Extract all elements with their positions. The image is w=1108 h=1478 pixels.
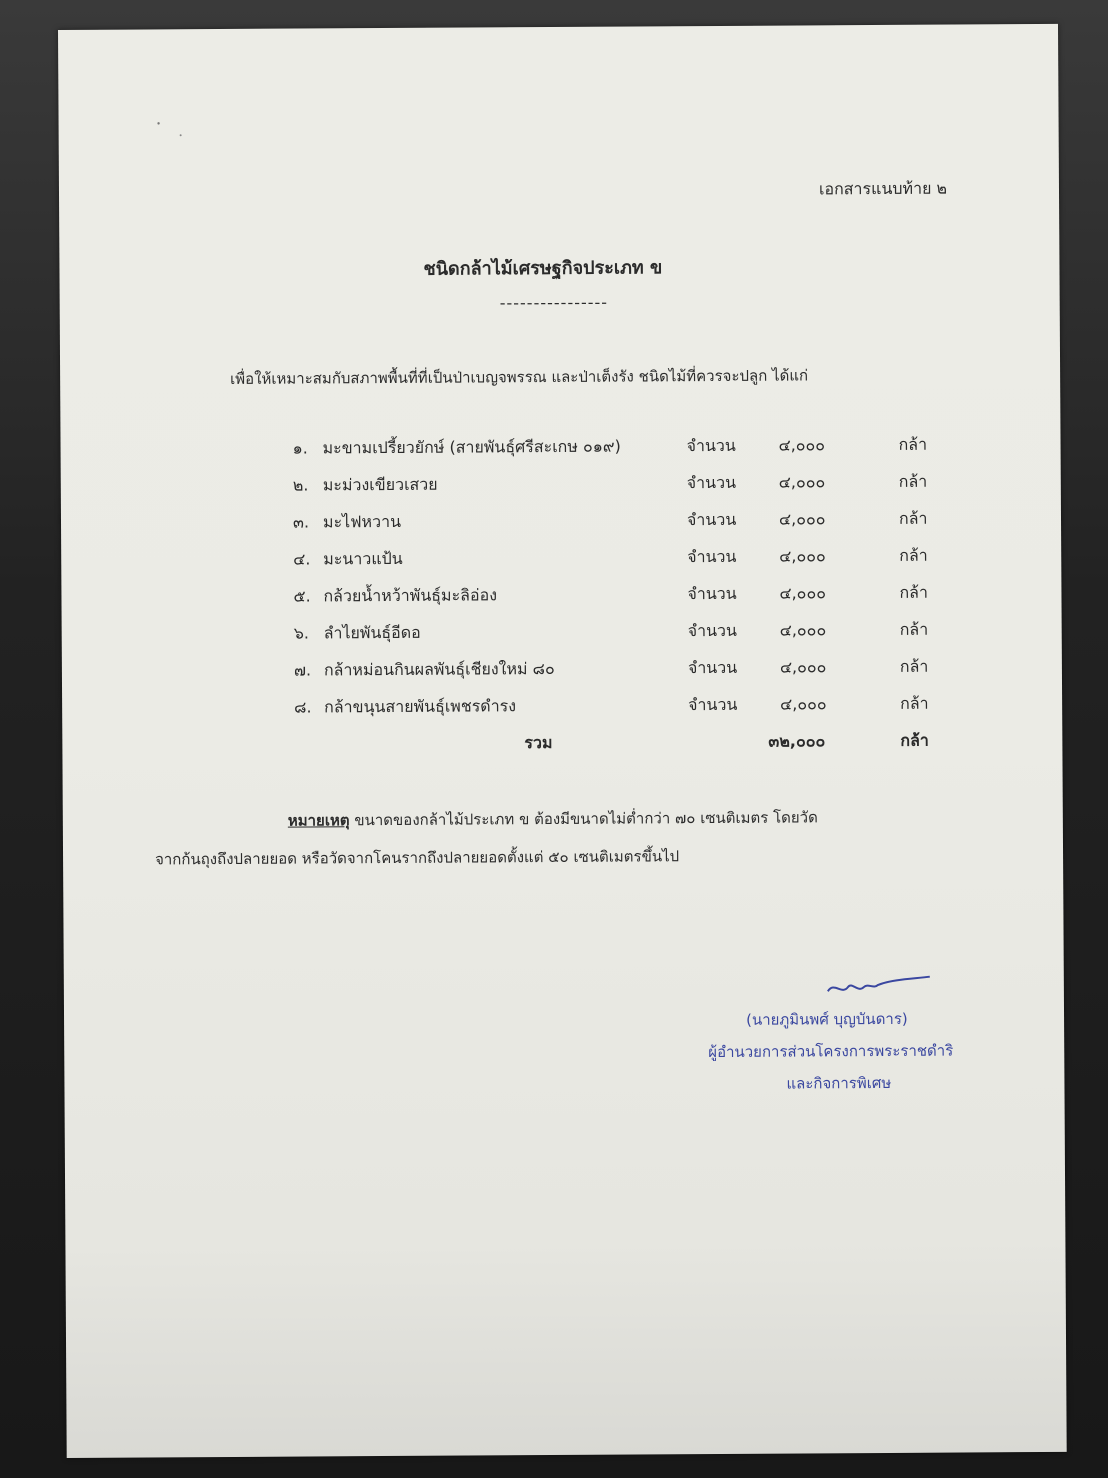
total-unit: กล้า bbox=[900, 730, 929, 750]
signature-scribble bbox=[824, 973, 934, 1004]
item-qty-label: จำนวน bbox=[687, 546, 737, 567]
item-name: กล้าขนุนสายพันธุ์เพชรดำรง bbox=[324, 696, 517, 717]
item-unit: กล้า bbox=[898, 508, 928, 528]
item-qty: ๔,๐๐๐ bbox=[778, 472, 826, 492]
item-unit: กล้า bbox=[898, 471, 928, 491]
item-name: ลำไยพันธุ์อีดอ bbox=[323, 622, 421, 643]
item-qty-label: จำนวน bbox=[686, 509, 737, 530]
note-line-2: จากก้นถุงถึงปลายยอด หรือวัดจากโคนรากถึงปลายยอดตั้งแต่ ๕๐ เซนติเมตรขึ้นไป bbox=[155, 847, 680, 869]
document-page bbox=[58, 24, 1067, 1458]
list-item bbox=[62, 691, 1062, 727]
document-title: ชนิดกล้าไม้เศรษฐกิจประเภท ข bbox=[423, 257, 663, 280]
list-item bbox=[61, 580, 1061, 616]
item-qty: ๔,๐๐๐ bbox=[779, 657, 827, 677]
item-name: กล้าหม่อนกินผลพันธุ์เชียงใหม่ ๘๐ bbox=[323, 658, 555, 680]
item-number: ๘. bbox=[294, 697, 312, 717]
list-item bbox=[60, 432, 1060, 468]
item-qty: ๔,๐๐๐ bbox=[779, 620, 827, 640]
total-row bbox=[62, 728, 1062, 764]
list-item bbox=[61, 469, 1061, 505]
item-number: ๔. bbox=[293, 549, 311, 569]
item-number: ๕. bbox=[293, 586, 311, 606]
list-item bbox=[62, 654, 1062, 690]
note-line-1 bbox=[288, 805, 818, 832]
item-unit: กล้า bbox=[900, 693, 929, 713]
item-qty: ๔,๐๐๐ bbox=[778, 509, 826, 529]
item-name: มะนาวแป้น bbox=[323, 548, 403, 569]
item-unit: กล้า bbox=[898, 434, 928, 454]
signer-position-1: ผู้อำนวยการส่วนโครงการพระราชดำริ bbox=[708, 1041, 954, 1062]
item-qty: ๔,๐๐๐ bbox=[780, 694, 827, 714]
list-item bbox=[61, 506, 1061, 542]
item-name: มะไฟหวาน bbox=[322, 511, 402, 532]
item-number: ๒. bbox=[292, 475, 309, 495]
note-text-1: ขนาดของกล้าไม้ประเภท ข ต้องมีขนาดไม่ต่ำกว่า ๗๐ เซนติเมตร โดยวัด bbox=[349, 808, 818, 830]
item-qty: ๔,๐๐๐ bbox=[779, 583, 827, 603]
item-qty: ๔,๐๐๐ bbox=[779, 546, 826, 566]
signer-name: (นายภูมินพศ์ บุญบันดาร) bbox=[746, 1009, 908, 1029]
item-number: ๗. bbox=[293, 660, 312, 680]
note-label: หมายเหตุ bbox=[287, 811, 350, 830]
item-qty-label: จำนวน bbox=[687, 620, 737, 641]
item-qty-label: จำนวน bbox=[686, 435, 736, 456]
total-label: รวม bbox=[524, 732, 553, 753]
item-number: ๓. bbox=[292, 512, 310, 532]
item-unit: กล้า bbox=[899, 545, 928, 565]
item-number: ๑. bbox=[292, 438, 308, 458]
item-qty: ๔,๐๐๐ bbox=[778, 435, 826, 455]
item-number: ๖. bbox=[293, 623, 309, 643]
item-name: มะม่วงเขียวเสวย bbox=[322, 474, 438, 495]
item-name: มะขามเปรี้ยวยักษ์ (สายพันธุ์ศรีสะเกษ ๐๑๙) bbox=[322, 436, 621, 458]
intro-text: เพื่อให้เหมาะสมกับสภาพพื้นที่ที่เป็นป่าเบญจพรรณ และป่าเต็งรัง ชนิดไม้ที่ควรจะปลูก ได้แก่ bbox=[230, 366, 809, 388]
item-qty-label: จำนวน bbox=[686, 472, 737, 493]
signer-position-2: และกิจการพิเศษ bbox=[786, 1073, 892, 1093]
item-unit: กล้า bbox=[899, 582, 928, 602]
list-item bbox=[62, 617, 1062, 653]
item-qty-label: จำนวน bbox=[688, 694, 738, 715]
annex-label: เอกสารแนบท้าย ๒ bbox=[818, 178, 948, 199]
item-name: กล้วยน้ำหว้าพันธุ์มะลิอ่อง bbox=[323, 585, 498, 606]
paper-specks bbox=[155, 113, 195, 143]
item-unit: กล้า bbox=[899, 656, 929, 676]
item-qty-label: จำนวน bbox=[687, 657, 738, 678]
title-divider: ---------------- bbox=[499, 292, 609, 313]
item-unit: กล้า bbox=[899, 619, 929, 639]
list-item bbox=[61, 543, 1061, 579]
total-qty: ๓๒,๐๐๐ bbox=[768, 731, 826, 751]
item-qty-label: จำนวน bbox=[687, 583, 737, 604]
